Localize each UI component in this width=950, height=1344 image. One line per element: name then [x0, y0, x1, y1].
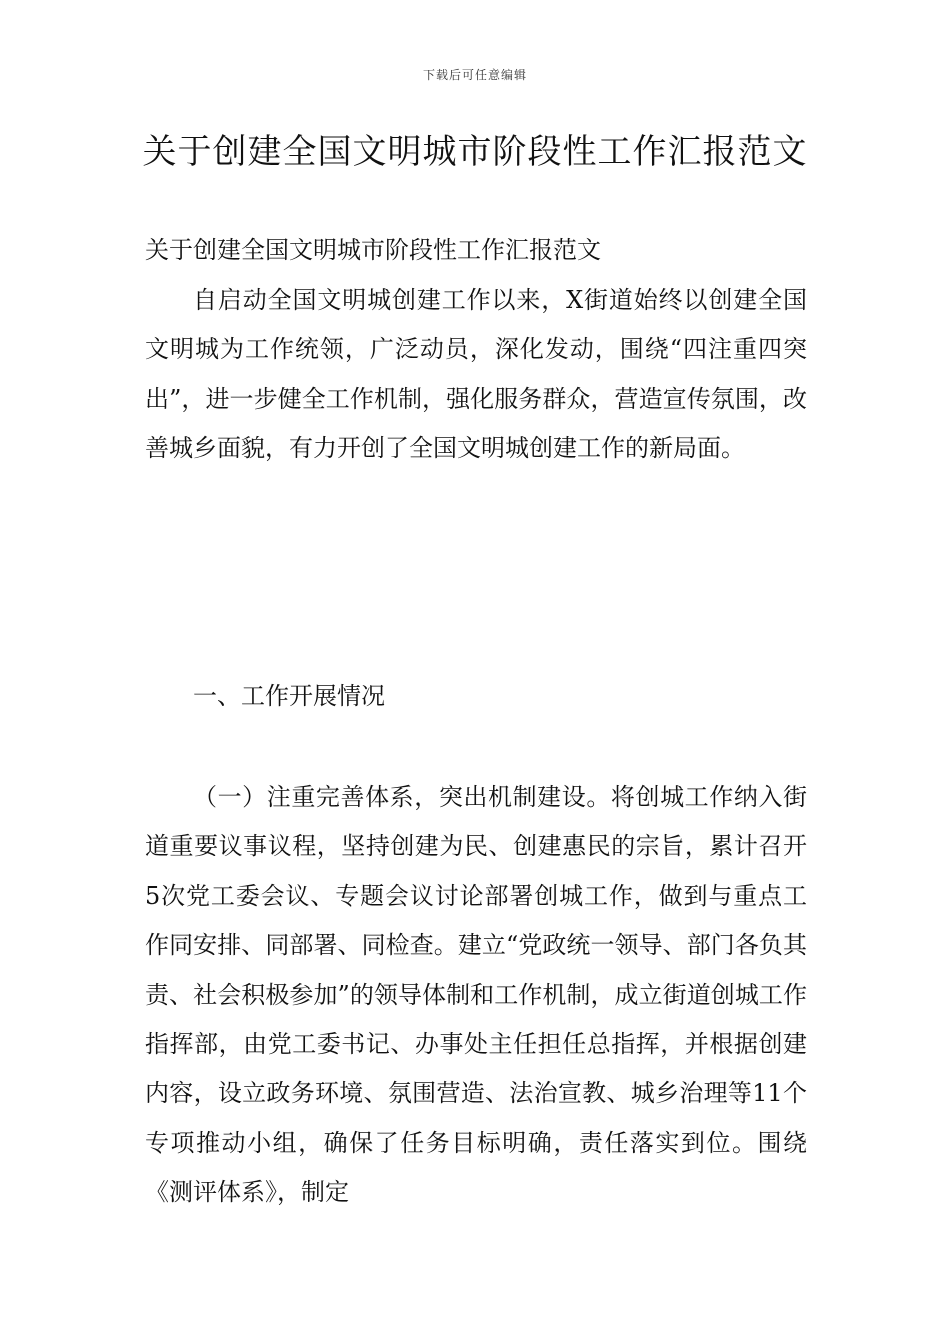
intro-paragraph: 自启动全国文明城创建工作以来，X街道始终以创建全国文明城为工作统领，广泛动员，深化发动，围绕“四注重四突出”，进一步健全工作机制，强化服务群众，营造宣传氛围，改善城乡面貌，有力开创了全国文明城创建工作的新局面。 — [145, 286, 807, 463]
document-title: 关于创建全国文明城市阶段性工作汇报范文 — [142, 132, 808, 172]
section-heading: 一、工作开展情况 — [193, 682, 385, 710]
document-subtitle: 关于创建全国文明城市阶段性工作汇报范文 — [145, 236, 601, 264]
body-paragraph: （一）注重完善体系，突出机制建设。将创城工作纳入街道重要议事议程，坚持创建为民、创建惠民的宗旨，累计召开5次党工委会议、专题会议讨论部署创城工作，做到与重点工作同安排、同部署、同检查。建立“党政统一领导、部门各负其责、社会积极参加”的领导体制和工作机制，成立街道创城工作指挥部，由党工委书记、办事处主任担任总指挥，并根据创建内容，设立政务环境、氛围营造、法治宣教、城乡治理等11个专项推动小组，确保了任务目标明确，责任落实到位。围绕《测评体系》，制定 — [145, 783, 807, 1207]
header-note: 下载后可任意编辑 — [422, 68, 527, 82]
